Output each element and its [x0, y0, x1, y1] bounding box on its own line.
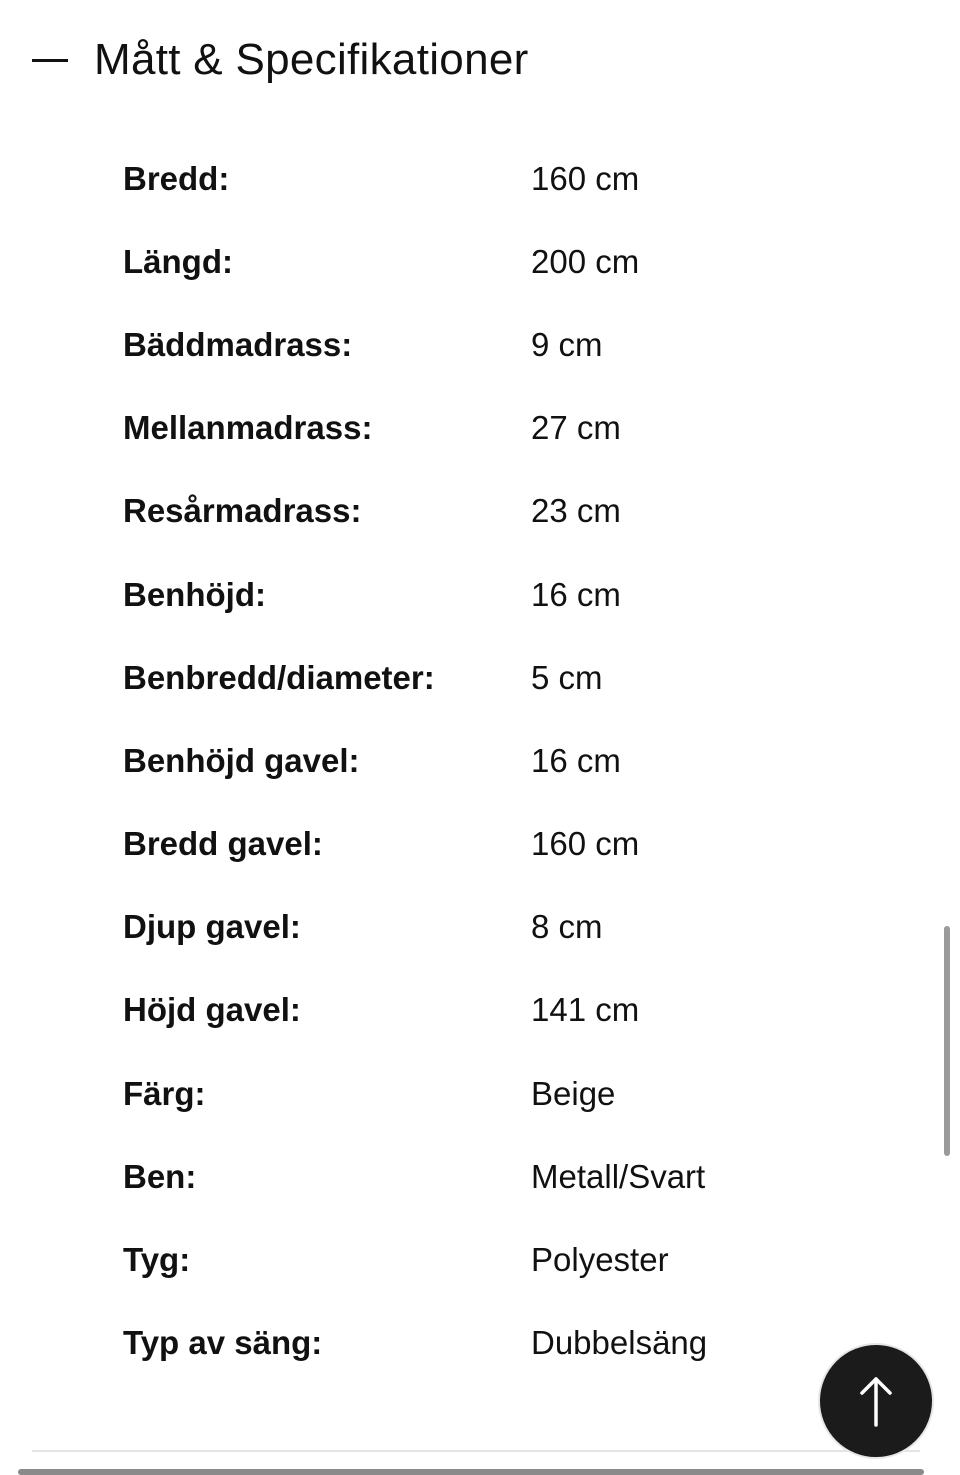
spec-row — [123, 803, 823, 886]
spec-value: 27 cm — [531, 409, 621, 447]
spec-value: 5 cm — [531, 658, 603, 696]
spec-value: 23 cm — [531, 492, 621, 530]
spec-row — [123, 1135, 823, 1218]
minus-icon — [32, 59, 68, 62]
spec-label: Längd: — [123, 242, 233, 280]
spec-row — [123, 303, 823, 386]
arrow-up-icon — [856, 1373, 896, 1429]
section-title: Mått & Specifikationer — [94, 35, 529, 84]
spec-label: Bredd gavel: — [123, 825, 323, 863]
spec-value: 9 cm — [531, 325, 603, 363]
spec-label: Benbredd/diameter: — [123, 658, 435, 696]
spec-table — [123, 137, 823, 1385]
spec-label: Resårmadrass: — [123, 492, 362, 530]
spec-row — [123, 137, 823, 220]
spec-row — [123, 553, 823, 636]
spec-value: 160 cm — [531, 825, 640, 863]
spec-label: Typ av säng: — [123, 1324, 323, 1362]
spec-row — [123, 719, 823, 802]
scrollbar-thumb[interactable] — [944, 926, 950, 1156]
section-divider — [32, 1450, 920, 1452]
spec-label: Ben: — [123, 1157, 197, 1195]
spec-label: Tyg: — [123, 1241, 191, 1279]
spec-row — [123, 1302, 823, 1385]
spec-row — [123, 220, 823, 303]
spec-row — [123, 1052, 823, 1135]
spec-row — [123, 886, 823, 969]
spec-value: Polyester — [531, 1241, 669, 1279]
spec-label: Bredd: — [123, 159, 230, 197]
spec-row — [123, 470, 823, 553]
spec-value: 16 cm — [531, 741, 621, 779]
spec-label: Mellanmadrass: — [123, 409, 373, 447]
accordion-header-matt-specifikationer[interactable] — [32, 30, 529, 90]
spec-value: 141 cm — [531, 991, 640, 1029]
spec-label: Färg: — [123, 1074, 206, 1112]
spec-value: 160 cm — [531, 159, 640, 197]
spec-label: Bäddmadrass: — [123, 325, 353, 363]
spec-row — [123, 636, 823, 719]
spec-label: Djup gavel: — [123, 908, 301, 946]
spec-value: 8 cm — [531, 908, 603, 946]
spec-label: Benhöjd gavel: — [123, 741, 360, 779]
spec-value: Dubbelsäng — [531, 1324, 708, 1362]
spec-value: Metall/Svart — [531, 1157, 706, 1195]
back-to-top-button[interactable] — [818, 1343, 934, 1459]
spec-value: 16 cm — [531, 575, 621, 613]
spec-value: 200 cm — [531, 242, 640, 280]
bottom-scroll-indicator — [18, 1469, 924, 1475]
spec-value: Beige — [531, 1074, 616, 1112]
spec-label: Höjd gavel: — [123, 991, 301, 1029]
spec-row — [123, 969, 823, 1052]
spec-label: Benhöjd: — [123, 575, 266, 613]
spec-row — [123, 1218, 823, 1301]
spec-row — [123, 387, 823, 470]
